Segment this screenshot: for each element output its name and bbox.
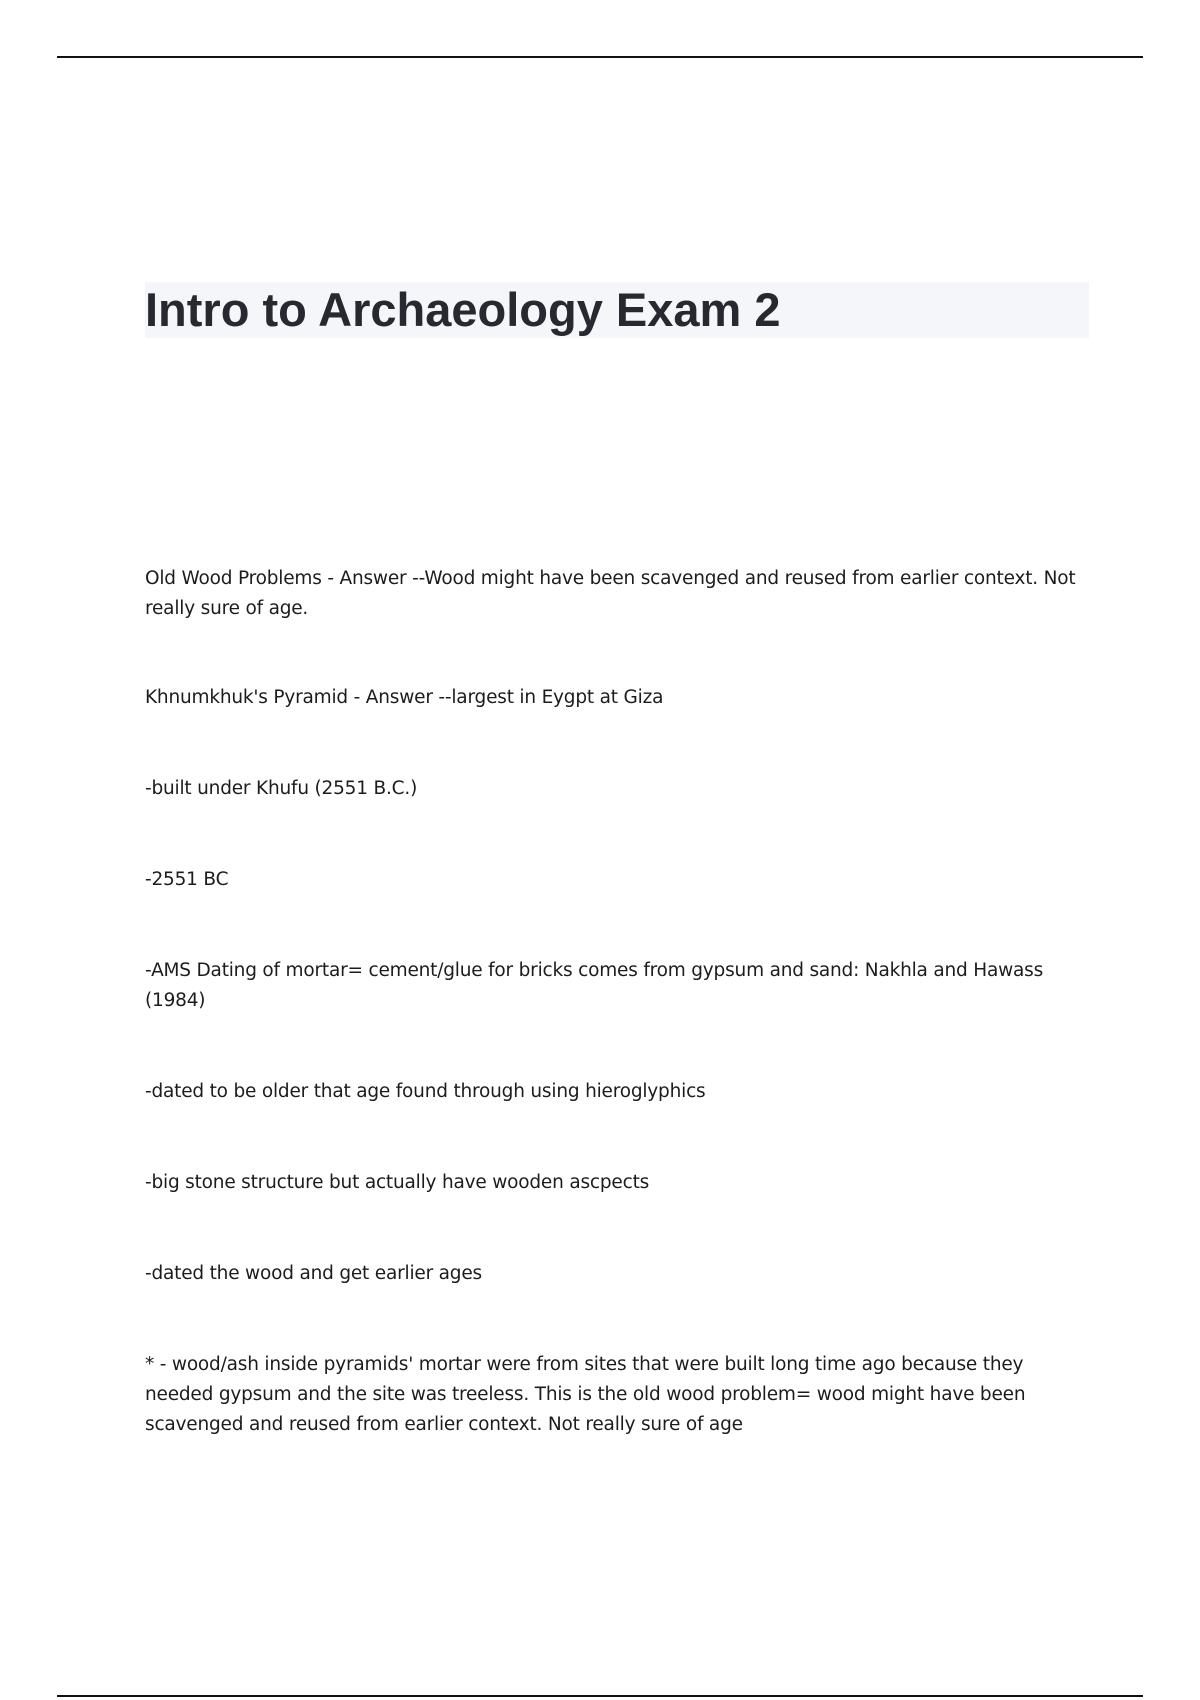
entry-ams-dating: -AMS Dating of mortar= cement/glue for bricks comes from gypsum and sand: Nakhla and Hawass (1984) (145, 960, 1044, 1011)
footer-rule (57, 1695, 1143, 1697)
entry-dated-wood: -dated the wood and get earlier ages (145, 1263, 482, 1284)
entry-khnumkhuk-pyramid: Khnumkhuk's Pyramid - Answer --largest in Eygpt at Giza (145, 687, 664, 708)
entry-2551-bc: -2551 BC (145, 869, 229, 890)
header-rule (57, 56, 1143, 58)
entry-big-stone-structure: -big stone structure but actually have wooden ascpects (145, 1172, 650, 1193)
entry-old-wood-problems: Old Wood Problems - Answer --Wood might have been scavenged and reused from earlier context. Not really sure of age. (145, 568, 1076, 619)
entry-dated-older: -dated to be older that age found through using hieroglyphics (145, 1081, 706, 1102)
entry-wood-ash-note: * - wood/ash inside pyramids' mortar were from sites that were built long time ago because they needed gypsum and the site was treeless. This is the old wood problem= wood might have been scavenged and reused from earlier context. Not really sure of age (145, 1354, 1026, 1435)
entry-built-under-khufu: -built under Khufu (2551 B.C.) (145, 778, 418, 799)
document-title: Intro to Archaeology Exam 2 (145, 283, 781, 336)
